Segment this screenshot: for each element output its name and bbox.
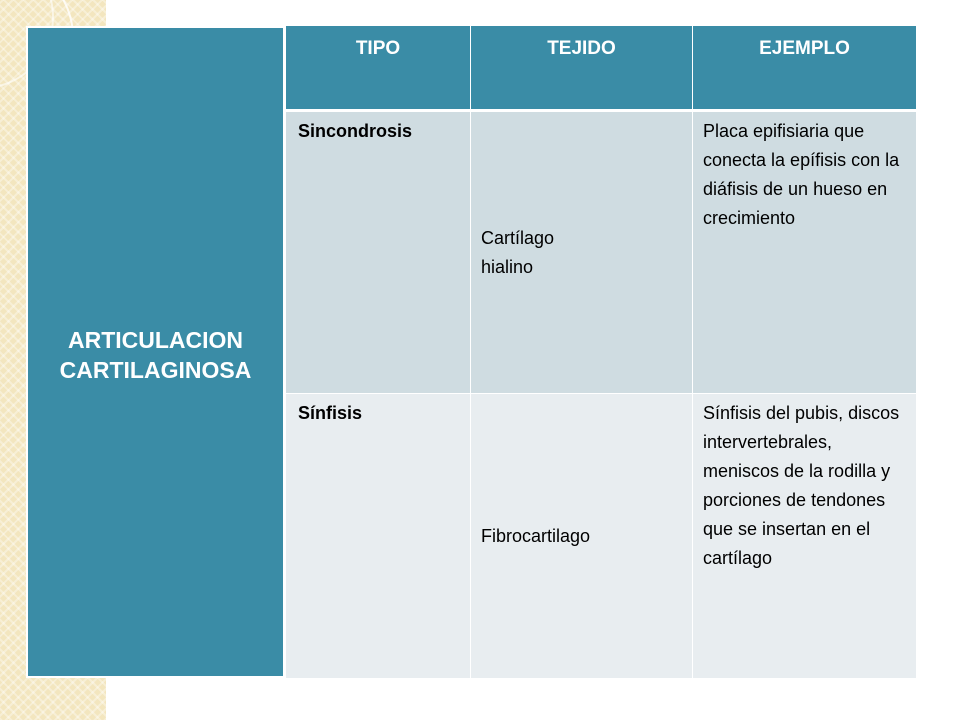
row-1-tejido-line-1: Cartílago xyxy=(481,227,555,248)
cartilaginous-joint-table xyxy=(26,26,918,678)
column-header-tipo: TIPO xyxy=(285,26,470,112)
row-2-ejemplo: Sínfisis del pubis, discos intervertebrales, meniscos de la rodilla y porciones de tendones que se insertan en el cartílago xyxy=(692,394,916,678)
column-header-ejemplo: EJEMPLO xyxy=(692,26,916,112)
row-1-tejido xyxy=(470,112,692,394)
row-2-tejido xyxy=(470,394,692,678)
row-header-line-1: ARTICULACION xyxy=(67,327,244,353)
row-1-ejemplo: Placa epifisiaria que conecta la epífisis con la diáfisis de un hueso en crecimiento xyxy=(692,112,916,394)
row-2-tejido-text: Fibrocartilago xyxy=(481,525,591,546)
row-1-tipo: Sincondrosis xyxy=(285,112,470,394)
row-header-cell xyxy=(26,26,285,678)
row-2-tipo: Sínfisis xyxy=(285,394,470,678)
row-header-line-2: CARTILAGINOSA xyxy=(59,357,252,383)
column-header-tejido: TEJIDO xyxy=(470,26,692,112)
row-1-tejido-line-2: hialino xyxy=(481,256,534,277)
